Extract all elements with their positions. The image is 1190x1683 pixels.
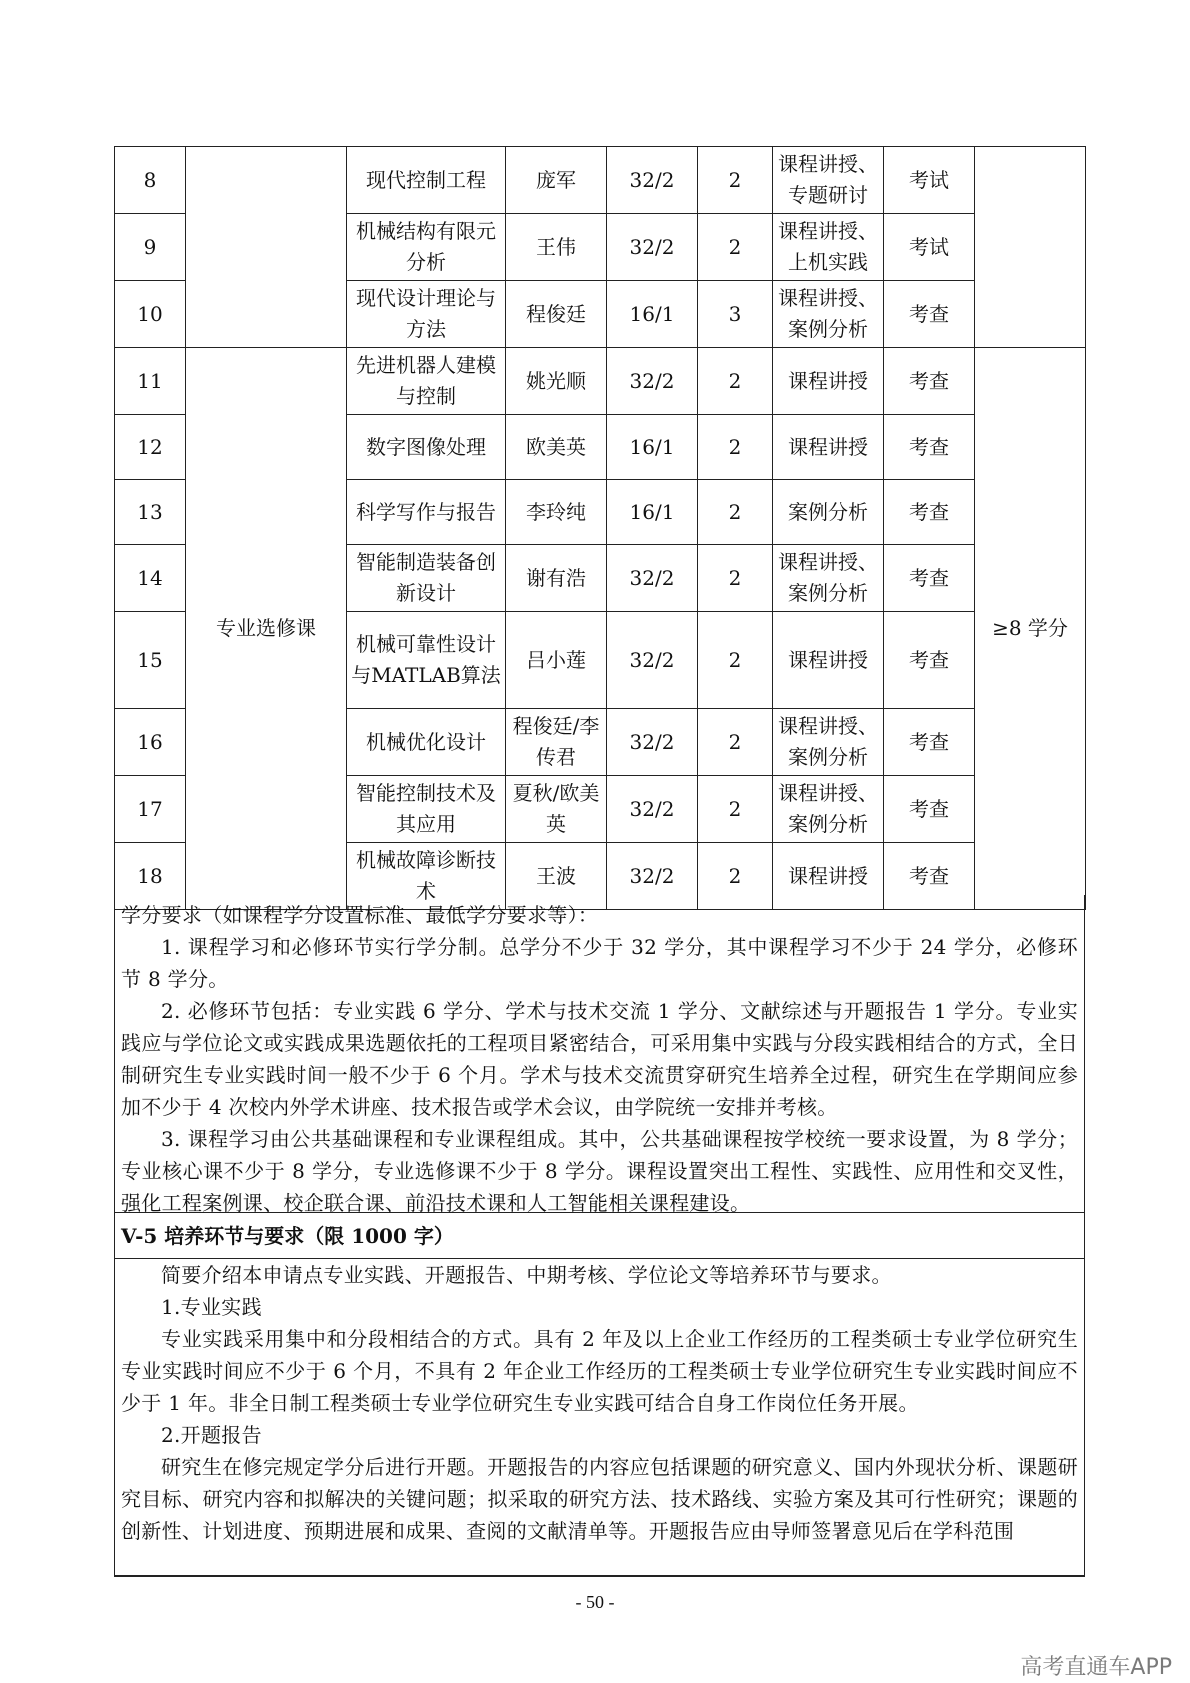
- requirement-cell-blank: [975, 147, 1086, 348]
- teacher-name: 姚光顺: [506, 348, 607, 415]
- course-name: 机械故障诊断技术: [347, 843, 506, 910]
- semester: 2: [698, 348, 773, 415]
- assessment: 考查: [884, 281, 975, 348]
- teaching-method: 课程讲授、上机实践: [773, 214, 884, 281]
- teaching-method: 课程讲授: [773, 348, 884, 415]
- subsection-text-proposal: 研究生在修完规定学分后进行开题。开题报告的内容应包括课题的研究意义、国内外现状分析、课题研究目标、研究内容和拟解决的关键问题；拟采取的研究方法、技术路线、实验方案及其可行性研究；课题的创新性、计划进度、预期进展和成果、查阅的文献清单等。开题报告应由导师签署意见后在学科范围: [121, 1455, 1078, 1543]
- course-name: 机械结构有限元分析: [347, 214, 506, 281]
- course-name: 科学写作与报告: [347, 480, 506, 545]
- credit-requirement-item-1: 1. 课程学习和必修环节实行学分制。总学分不少于 32 学分，其中课程学习不少于 24 学分，必修环节 8 学分。: [121, 935, 1078, 991]
- elective-category: 专业选修课: [186, 348, 347, 910]
- hours-credits: 32/2: [607, 612, 698, 709]
- teaching-method: 案例分析: [773, 480, 884, 545]
- row-number: 9: [115, 214, 186, 281]
- assessment: 考查: [884, 776, 975, 843]
- course-name: 现代设计理论与方法: [347, 281, 506, 348]
- semester: 2: [698, 415, 773, 480]
- teaching-method: 课程讲授: [773, 843, 884, 910]
- assessment: 考查: [884, 545, 975, 612]
- teacher-name: 夏秋/欧美英: [506, 776, 607, 843]
- semester: 2: [698, 776, 773, 843]
- teacher-name: 谢有浩: [506, 545, 607, 612]
- teaching-method: 课程讲授、案例分析: [773, 545, 884, 612]
- teacher-name: 庞军: [506, 147, 607, 214]
- semester: 2: [698, 843, 773, 910]
- semester: 2: [698, 147, 773, 214]
- semester: 2: [698, 480, 773, 545]
- semester: 2: [698, 612, 773, 709]
- teaching-method: 课程讲授: [773, 612, 884, 709]
- course-name: 机械可靠性设计与MATLAB算法: [347, 612, 506, 709]
- assessment: 考试: [884, 214, 975, 281]
- credit-requirement-item-3: 3. 课程学习由公共基础课程和专业课程组成。其中，公共基础课程按学校统一要求设置，为 8 学分；专业核心课不少于 8 学分，专业选修课不少于 8 学分。课程设置突出工程性、实践性、应用性和交叉性，强化工程案例课、校企联合课、前沿技术课和人工智能相关课程建设。: [121, 1127, 1078, 1215]
- course-name: 机械优化设计: [347, 709, 506, 776]
- section-v5-title: V-5 培养环节与要求（限 1000 字）: [121, 1224, 454, 1248]
- teaching-method: 课程讲授: [773, 415, 884, 480]
- teacher-name: 吕小莲: [506, 612, 607, 709]
- hours-credits: 16/1: [607, 480, 698, 545]
- credit-requirement-item-2: 2. 必修环节包括：专业实践 6 学分、学术与技术交流 1 学分、文献综述与开题报告 1 学分。专业实践应与学位论文或实践成果选题依托的工程项目紧密结合，可采用集中实践与分段实践相结合的方式，全日制研究生专业实践时间一般不少于 6 个月。学术与技术交流贯穿研究生培养全过程，研究生在学期间应参加不少于 4 次校内外学术讲座、技术报告或学术会议，由学院统一安排并考核。: [121, 999, 1078, 1119]
- hours-credits: 32/2: [607, 348, 698, 415]
- assessment: 考试: [884, 147, 975, 214]
- table-row: [115, 348, 1086, 415]
- hours-credits: 32/2: [607, 545, 698, 612]
- course-name: 智能制造装备创新设计: [347, 545, 506, 612]
- teacher-name: 王波: [506, 843, 607, 910]
- section-v5-intro: 简要介绍本申请点专业实践、开题报告、中期考核、学位论文等培养环节与要求。: [161, 1263, 892, 1287]
- page-number: - 50 -: [575, 1592, 615, 1612]
- row-number: 10: [115, 281, 186, 348]
- assessment: 考查: [884, 480, 975, 545]
- hours-credits: 32/2: [607, 147, 698, 214]
- teaching-method: 课程讲授、案例分析: [773, 776, 884, 843]
- row-number: 15: [115, 612, 186, 709]
- semester: 2: [698, 709, 773, 776]
- row-number: 12: [115, 415, 186, 480]
- section-v5-header: [114, 1213, 1085, 1259]
- hours-credits: 32/2: [607, 776, 698, 843]
- teaching-method: 课程讲授、案例分析: [773, 281, 884, 348]
- subsection-title-proposal: 2.开题报告: [161, 1423, 262, 1447]
- row-number: 8: [115, 147, 186, 214]
- teacher-name: 欧美英: [506, 415, 607, 480]
- hours-credits: 16/1: [607, 281, 698, 348]
- hours-credits: 32/2: [607, 843, 698, 910]
- semester: 2: [698, 545, 773, 612]
- teacher-name: 王伟: [506, 214, 607, 281]
- subsection-text-practice: 专业实践采用集中和分段相结合的方式。具有 2 年及以上企业工作经历的工程类硕士专业学位研究生专业实践时间应不少于 6 个月，不具有 2 年企业工作经历的工程类硕士专业学位研究生专业实践时间应不少于 1 年。非全日制工程类硕士专业学位研究生专业实践可结合自身工作岗位任务开展。: [121, 1327, 1078, 1415]
- assessment: 考查: [884, 612, 975, 709]
- watermark-text: 高考直通车APP: [1020, 1655, 1172, 1680]
- course-name: 智能控制技术及其应用: [347, 776, 506, 843]
- assessment: 考查: [884, 348, 975, 415]
- row-number: 13: [115, 480, 186, 545]
- row-number: 16: [115, 709, 186, 776]
- assessment: 考查: [884, 415, 975, 480]
- row-number: 17: [115, 776, 186, 843]
- course-name: 数字图像处理: [347, 415, 506, 480]
- row-number: 11: [115, 348, 186, 415]
- course-name: 先进机器人建模与控制: [347, 348, 506, 415]
- credit-requirements-box: [114, 895, 1085, 1213]
- semester: 3: [698, 281, 773, 348]
- assessment: 考查: [884, 843, 975, 910]
- teacher-name: 程俊廷: [506, 281, 607, 348]
- hours-credits: 32/2: [607, 214, 698, 281]
- row-number: 14: [115, 545, 186, 612]
- semester: 2: [698, 214, 773, 281]
- course-name: 现代控制工程: [347, 147, 506, 214]
- teacher-name: 李玲纯: [506, 480, 607, 545]
- hours-credits: 32/2: [607, 709, 698, 776]
- table-row: [115, 147, 1086, 214]
- subsection-title-practice: 1.专业实践: [161, 1295, 262, 1319]
- row-number: 18: [115, 843, 186, 910]
- credit-requirements-heading: 学分要求（如课程学分设置标准、最低学分要求等）：: [121, 903, 599, 927]
- teaching-method: 课程讲授、案例分析: [773, 709, 884, 776]
- teacher-name: 程俊廷/李传君: [506, 709, 607, 776]
- course-table: [114, 146, 1086, 910]
- category-cell-blank: [186, 147, 347, 348]
- elective-credit-requirement: ≥8 学分: [975, 348, 1086, 910]
- teaching-method: 课程讲授、专题研讨: [773, 147, 884, 214]
- section-v5-body: [114, 1259, 1085, 1577]
- hours-credits: 16/1: [607, 415, 698, 480]
- assessment: 考查: [884, 709, 975, 776]
